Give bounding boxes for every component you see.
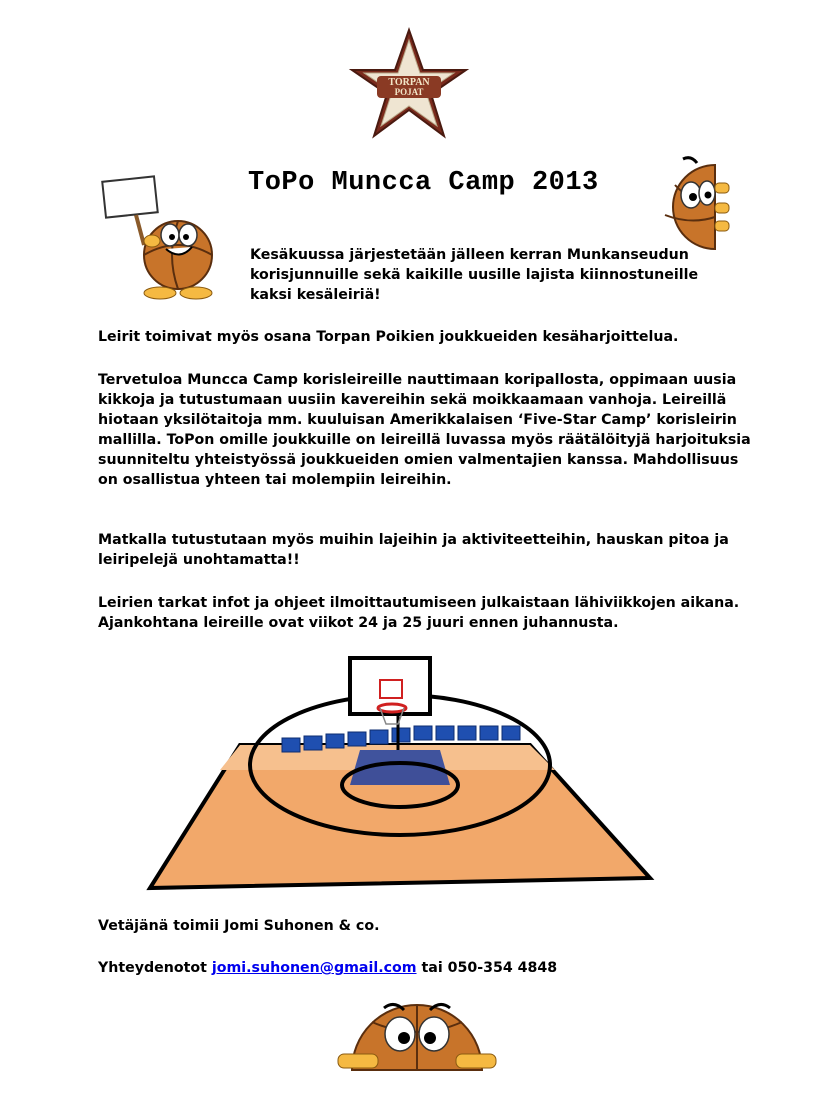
paragraph-1: Leirit toimivat myös osana Torpan Poikien joukkueiden kesäharjoittelua. [98,329,679,345]
paragraph-4: Leirien tarkat infot ja ohjeet ilmoittautumiseen julkaistaan lähiviikkojen aikana. Ajankohtana leireille ovat viikot 24 ja 25 juuri ennen juhannusta. [98,595,740,631]
paragraph-2: Tervetuloa Muncca Camp korisleireille nauttimaan koripallosta, oppimaan uusia kikkoja ja tutustumaan uusiin kavereihin sekä moikkaamaan vanhoja. Leireillä hiotaan yksilötaitoja mm. kuuluisan Amerikkalaisen ‘Five-Star Camp’ korisleirin mallilla. ToPon omille joukkuille on leireillä luvassa myös räätälöityjä harjoituksia suunniteltu yhteistyössä joukkueiden omien valmentajien kanssa. Mahdollisuus on osallistua yhteen tai molempiin leireihin. [98,372,751,488]
contact-email-link[interactable]: jomi.suhonen@gmail.com [211,960,417,976]
basketball-mascot-bottom-icon [332,992,502,1072]
basketball-mascot-peek-icon [655,155,735,255]
contact-prefix: Yhteydenotot [98,960,212,976]
logo-line1: TORPAN [388,77,430,88]
contact-suffix: tai 050-354 4848 [416,960,558,976]
page-title: ToPo Muncca Camp 2013 [248,168,599,198]
torpan-pojat-logo [349,28,469,140]
basketball-mascot-sign-icon [100,175,235,305]
basketball-court-illustration [150,650,670,890]
logo-line2: POJAT [394,87,424,97]
leader-text: Vetäjänä toimii Jomi Suhonen & co. [98,918,380,934]
contact-line [98,958,748,978]
paragraph-3: Matkalla tutustutaan myös muihin lajeihin ja aktiviteetteihin, hauskan pitoa ja leiripelejä unohtamatta!! [98,532,729,568]
intro-text: Kesäkuussa järjestetään jälleen kerran Munkanseudun korisjunnuille sekä kaikille uusille lajista kiinnostuneille kaksi kesäleiriä! [250,247,699,303]
